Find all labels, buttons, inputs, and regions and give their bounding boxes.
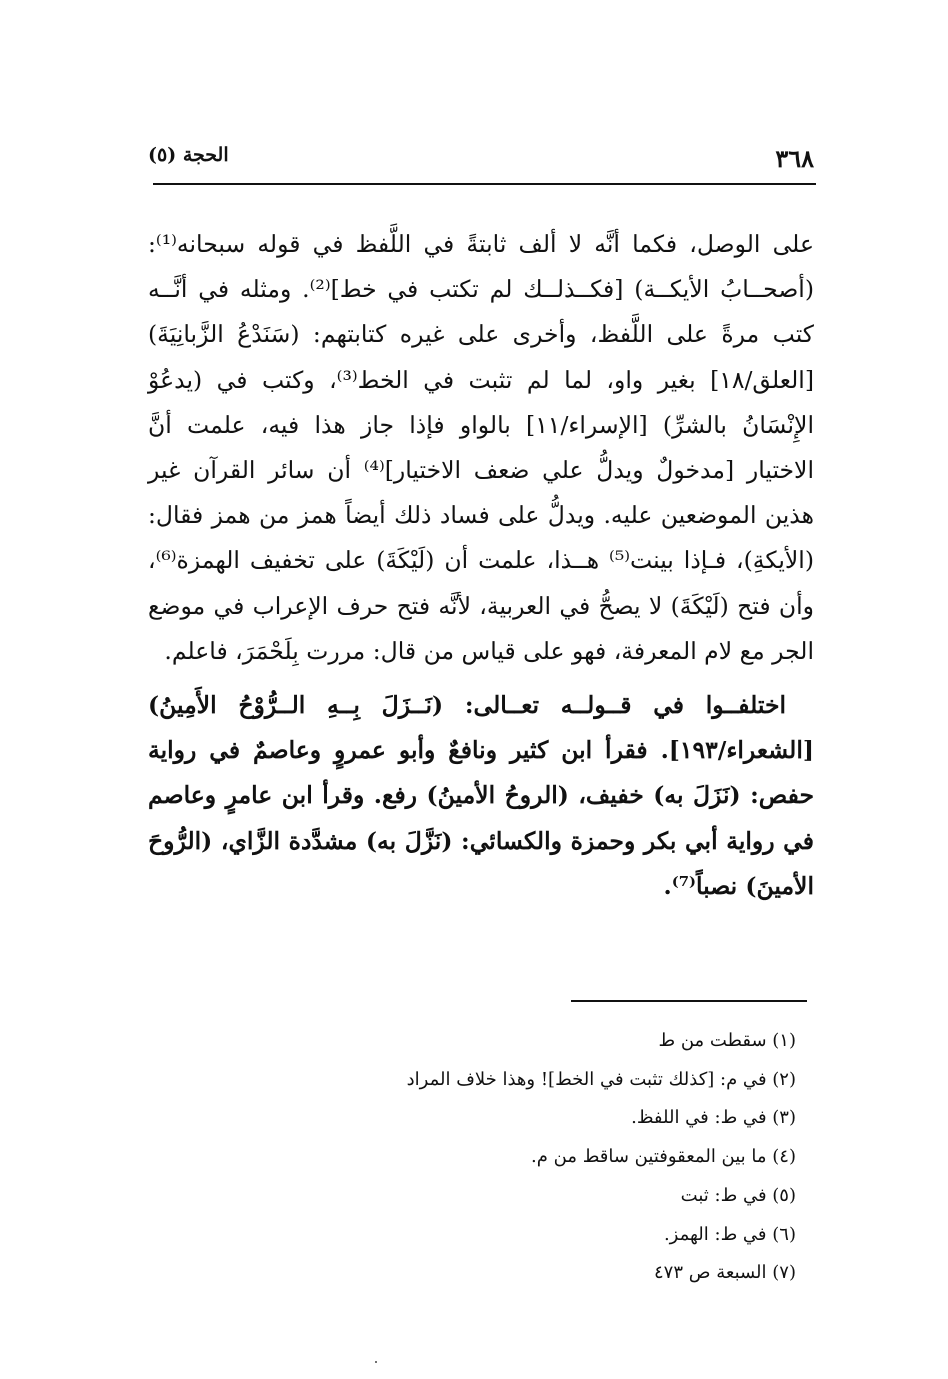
footnote-divider (571, 1000, 807, 1002)
paragraph: على الوصل، فكما أنَّه لا ألف ثابتةً في اللَّفظ في قوله سبحانه⁽¹⁾: (أصحــابُ الأيكــة) [فكــذلــك لم تكتب في خط]⁽²⁾. ومثله في أنَّــه كتب مرةً على اللَّفظ، وأخرى على غيره كتابتهم: (سَنَدْعُ الزَّبانِيَةَ) [العلق/١٨] بغير واو، لما لم تثبت في الخط⁽³⁾، وكتب في (يدعُوْ الإِنْسَانُ بالشرِّ) [الإسراء/١١] بالواو فإذا جاز هذا فيه، علمت أنَّ الاختيار [مدخولٌ ويدلُّ علي ضعف الاختيار]⁽⁴⁾ أن سائر القرآن غير هذين الموضعين عليه. ويدلُّ على فساد ذلك أيضاً همز من همز فقال: (الأيكةِ)، فـإذا بينت⁽⁵⁾ هــذا، علمت أن (لَيْكَةَ) على تخفيف الهمزة⁽⁶⁾، وأن فتح (لَيْكَةَ) لا يصحُّ في العربية، لأنَّه فتح حرف الإعراب في موضع الجر مع لام المعرفة، فهو على قياس من قال: مررت بِلَحْمَرَ، فاعلم. (148, 230, 815, 665)
footnote: (٤) ما بين المعقوفتين ساقط من م. (531, 1146, 796, 1168)
running-title: الحجة (٥) (148, 144, 229, 166)
page-number: ٣٦٨ (775, 144, 814, 173)
header-divider (153, 183, 816, 185)
footnote: (٦) في ط: الهمز. (663, 1223, 796, 1245)
footnote: (٥) في ط: ثبت (680, 1184, 796, 1206)
page-header (148, 140, 814, 180)
footnote: (٢) في م: [كذلك تثبت في الخط]! وهذا خلاف المراد (406, 1068, 796, 1090)
footnote: (٣) في ط: في اللفظ. (631, 1107, 796, 1129)
footnotes (300, 1022, 796, 1293)
footnote: (١) سقطت من ط (658, 1030, 796, 1051)
footnote: (٧) السبعة ص ٤٧٣ (654, 1262, 796, 1284)
main-text (148, 222, 814, 909)
scan-speck (375, 1361, 377, 1363)
paragraph: اختلفــوا في قــولــه تعــالى: (نَــزَلَ بِــهِ الــرُّوْحُ الأَمِينُ) [الشعراء/١٩٣]. فقرأ ابن كثير ونافعٌ وأبو عمروٍ وعاصمٌ في رواية حفص: (نَزَلَ به) خفيف، (الروحُ الأمينُ) رفع. وقرأ ابن عامرٍ وعاصم في رواية أبي بكر وحمزة والكسائي: (نَزَّلَ به) مشدَّدة الزَّاي، (الرُّوحَ الأمينَ) نصباً⁽⁷⁾. (148, 691, 814, 900)
